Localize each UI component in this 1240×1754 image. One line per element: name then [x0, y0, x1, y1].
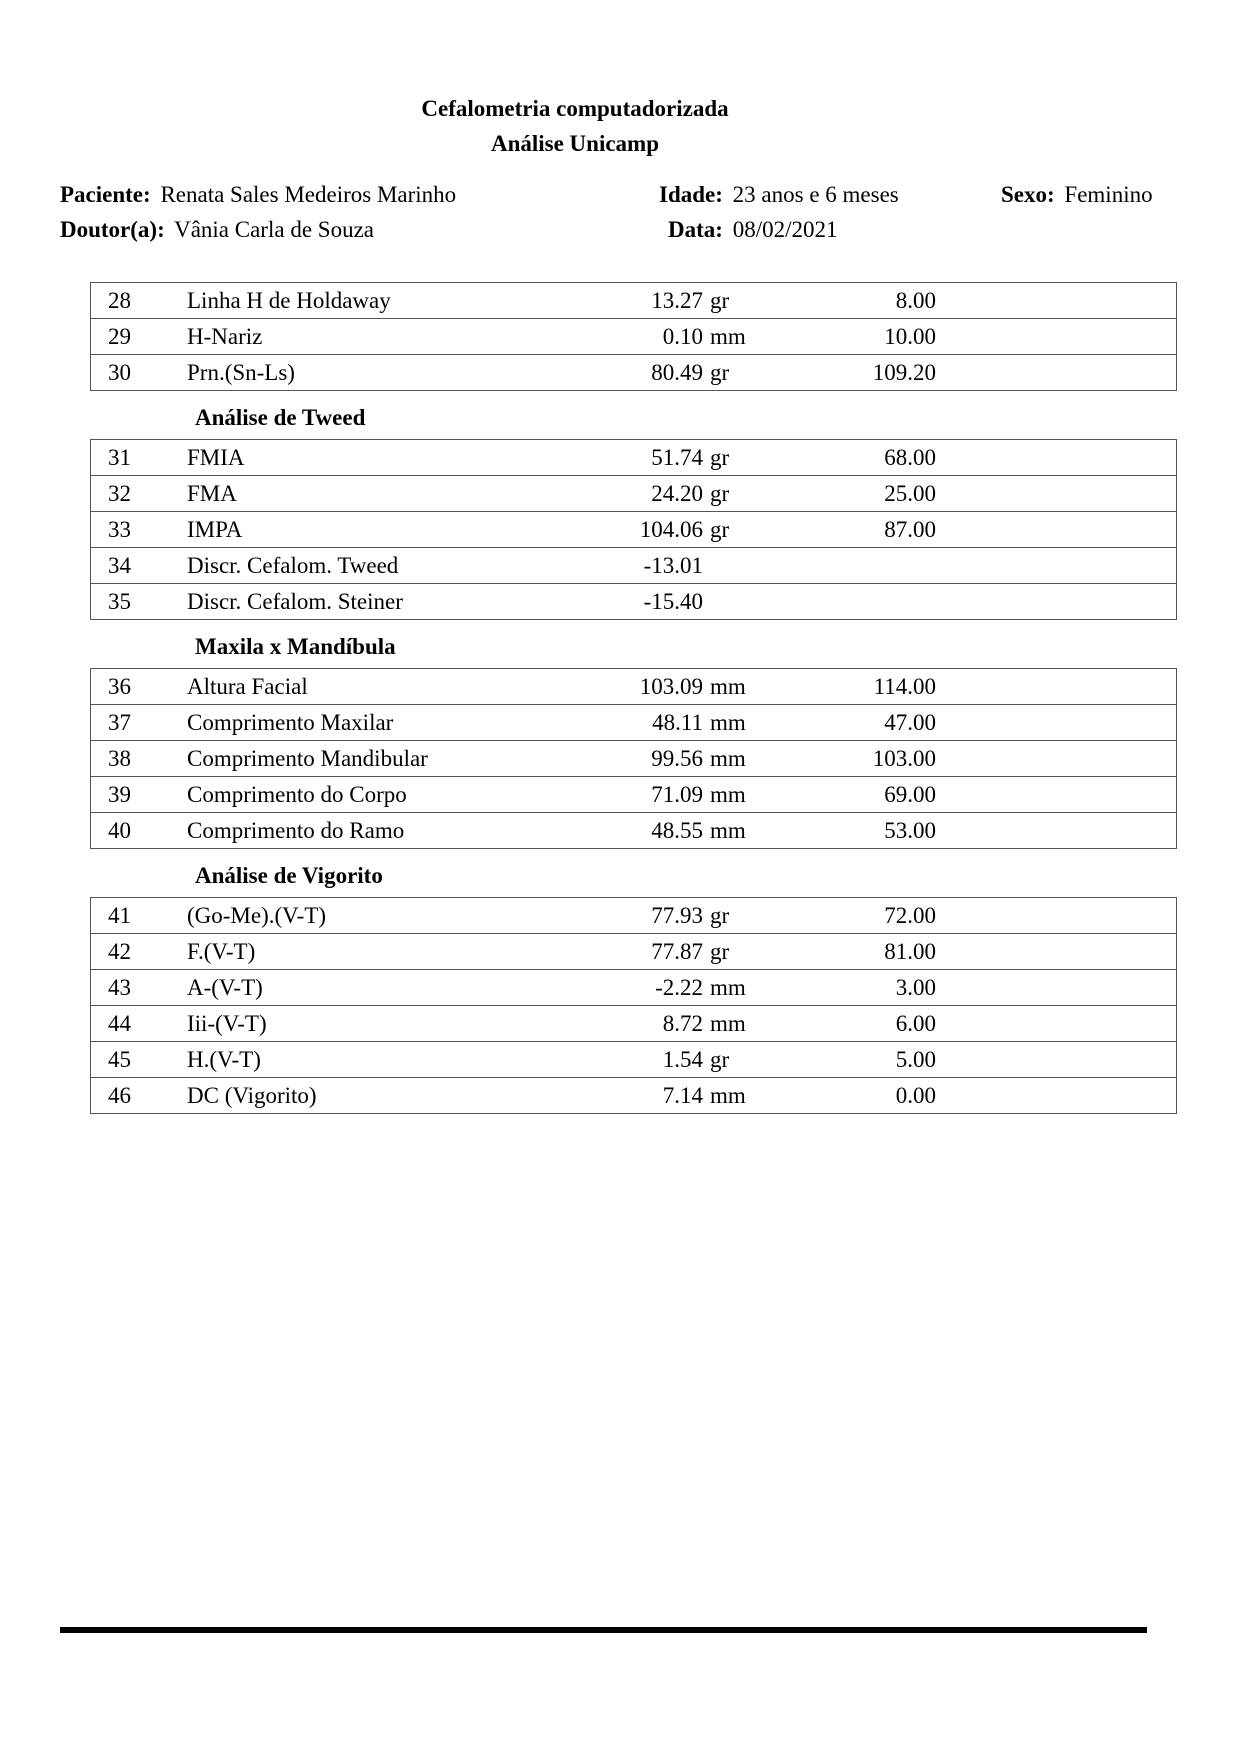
sex-value: Feminino — [1064, 182, 1153, 207]
row-number: 31 — [108, 445, 131, 470]
table-row — [91, 1005, 1176, 1041]
table-row — [91, 1041, 1176, 1077]
row-measure: Comprimento do Corpo — [187, 782, 407, 807]
table-row — [91, 812, 1176, 848]
table-row — [91, 440, 1176, 475]
row-unit: gr — [710, 517, 730, 542]
row-unit: mm — [710, 782, 746, 807]
row-number: 44 — [108, 1011, 131, 1036]
row-number: 35 — [108, 589, 131, 614]
row-value: 48.11 — [652, 710, 703, 735]
section-heading-maxila-mandibula: Maxila x Mandíbula — [195, 634, 396, 659]
row-measure: Prn.(Sn-Ls) — [187, 360, 295, 385]
measurements-table-maxila-mandibula — [90, 668, 1177, 849]
row-value: 13.27 — [651, 288, 703, 313]
row-reference: 114.00 — [873, 674, 936, 699]
row-unit: mm — [710, 710, 746, 735]
row-unit: gr — [710, 481, 730, 506]
age-field — [659, 182, 899, 208]
row-unit: gr — [710, 445, 730, 470]
row-reference: 68.00 — [884, 445, 936, 470]
doctor-name: Vânia Carla de Souza — [174, 217, 374, 242]
row-measure: A-(V-T) — [187, 975, 263, 1000]
row-value: 48.55 — [651, 818, 703, 843]
row-measure: H-Nariz — [187, 324, 263, 349]
table-row — [91, 933, 1176, 969]
row-reference: 8.00 — [895, 288, 936, 313]
row-unit: gr — [710, 903, 730, 928]
row-unit: gr — [710, 288, 730, 313]
row-measure: Iii-(V-T) — [187, 1011, 267, 1036]
row-value: 99.56 — [651, 746, 703, 771]
row-value: 80.49 — [651, 360, 703, 385]
row-value: 51.74 — [651, 445, 703, 470]
table-row — [91, 354, 1176, 390]
row-number: 46 — [108, 1083, 131, 1108]
row-measure: DC (Vigorito) — [187, 1083, 317, 1108]
row-unit: gr — [710, 360, 730, 385]
doctor-field — [60, 217, 374, 243]
row-value: -13.01 — [643, 553, 703, 578]
row-reference: 72.00 — [884, 903, 936, 928]
row-number: 42 — [108, 939, 131, 964]
date-value: 08/02/2021 — [732, 217, 838, 242]
table-row — [91, 969, 1176, 1005]
table-row — [91, 475, 1176, 511]
table-row — [91, 669, 1176, 704]
row-number: 30 — [108, 360, 131, 385]
row-value: -15.40 — [643, 589, 703, 614]
row-number: 41 — [108, 903, 131, 928]
measurements-table-1 — [90, 282, 1177, 391]
row-reference: 109.20 — [872, 360, 936, 385]
row-measure: FMA — [187, 481, 237, 506]
row-measure: Linha H de Holdaway — [187, 288, 391, 313]
patient-field — [60, 182, 456, 208]
table-row — [91, 1077, 1176, 1113]
patient-label: Paciente: — [60, 182, 151, 207]
row-unit: mm — [710, 746, 746, 771]
row-measure: Discr. Cefalom. Steiner — [187, 589, 403, 614]
row-measure: Comprimento Maxilar — [187, 710, 394, 735]
row-measure: Discr. Cefalom. Tweed — [187, 553, 399, 578]
table-row — [91, 283, 1176, 318]
row-reference: 53.00 — [884, 818, 936, 843]
row-value: 1.54 — [662, 1047, 703, 1072]
date-field — [668, 217, 837, 243]
row-unit: gr — [710, 1047, 730, 1072]
row-value: 0.10 — [662, 324, 703, 349]
document-title: Cefalometria computadorizada — [421, 96, 729, 121]
row-reference: 81.00 — [884, 939, 936, 964]
row-measure: H.(V-T) — [187, 1047, 261, 1072]
row-value: 24.20 — [651, 481, 703, 506]
row-measure: Comprimento Mandibular — [187, 746, 428, 771]
row-number: 39 — [108, 782, 131, 807]
row-number: 45 — [108, 1047, 131, 1072]
row-number: 38 — [108, 746, 131, 771]
row-measure: F.(V-T) — [187, 939, 256, 964]
table-row — [91, 740, 1176, 776]
table-row — [91, 776, 1176, 812]
row-value: 7.14 — [662, 1083, 703, 1108]
measurements-table-tweed — [90, 439, 1177, 620]
footer-divider — [60, 1627, 1147, 1633]
table-row — [91, 511, 1176, 547]
row-number: 37 — [108, 710, 131, 735]
row-value: 104.06 — [639, 517, 703, 542]
row-reference: 47.00 — [884, 710, 936, 735]
row-number: 36 — [108, 674, 131, 699]
row-number: 33 — [108, 517, 131, 542]
row-unit: mm — [710, 975, 746, 1000]
row-measure: FMIA — [187, 445, 245, 470]
sex-field — [1001, 182, 1153, 208]
row-measure: (Go-Me).(V-T) — [187, 903, 327, 928]
row-measure: Comprimento do Ramo — [187, 818, 405, 843]
row-reference: 103.00 — [872, 746, 936, 771]
section-heading-vigorito: Análise de Vigorito — [195, 863, 383, 888]
row-value: 103.09 — [639, 674, 703, 699]
row-measure: IMPA — [187, 517, 243, 542]
row-unit: mm — [710, 1083, 746, 1108]
row-number: 28 — [108, 288, 131, 313]
row-number: 29 — [108, 324, 131, 349]
row-reference: 0.00 — [895, 1083, 936, 1108]
section-heading-tweed: Análise de Tweed — [195, 405, 366, 430]
row-reference: 6.00 — [895, 1011, 936, 1036]
row-value: 8.72 — [662, 1011, 703, 1036]
row-number: 32 — [108, 481, 131, 506]
table-row — [91, 583, 1176, 619]
document-subtitle: Análise Unicamp — [490, 131, 660, 156]
row-number: 40 — [108, 818, 131, 843]
measurements-table-vigorito — [90, 897, 1177, 1114]
row-number: 34 — [108, 553, 131, 578]
row-reference: 10.00 — [884, 324, 936, 349]
row-value: 71.09 — [651, 782, 703, 807]
row-unit: gr — [710, 939, 730, 964]
date-label: Data: — [668, 217, 723, 242]
row-reference: 3.00 — [895, 975, 936, 1000]
row-unit: mm — [710, 1011, 746, 1036]
row-value: 77.93 — [651, 903, 703, 928]
row-value: -2.22 — [655, 975, 703, 1000]
row-reference: 87.00 — [884, 517, 936, 542]
doctor-label: Doutor(a): — [60, 217, 165, 242]
row-reference: 25.00 — [884, 481, 936, 506]
row-unit: mm — [710, 324, 746, 349]
table-row — [91, 704, 1176, 740]
row-reference: 5.00 — [895, 1047, 936, 1072]
row-measure: Altura Facial — [187, 674, 308, 699]
row-unit: mm — [710, 674, 746, 699]
row-value: 77.87 — [651, 939, 703, 964]
table-row — [91, 318, 1176, 354]
patient-name: Renata Sales Medeiros Marinho — [160, 182, 457, 207]
age-value: 23 anos e 6 meses — [732, 182, 899, 207]
sex-label: Sexo: — [1001, 182, 1055, 207]
table-row — [91, 547, 1176, 583]
row-unit: mm — [710, 818, 746, 843]
age-label: Idade: — [659, 182, 723, 207]
row-reference: 69.00 — [884, 782, 936, 807]
row-number: 43 — [108, 975, 131, 1000]
table-row — [91, 898, 1176, 933]
